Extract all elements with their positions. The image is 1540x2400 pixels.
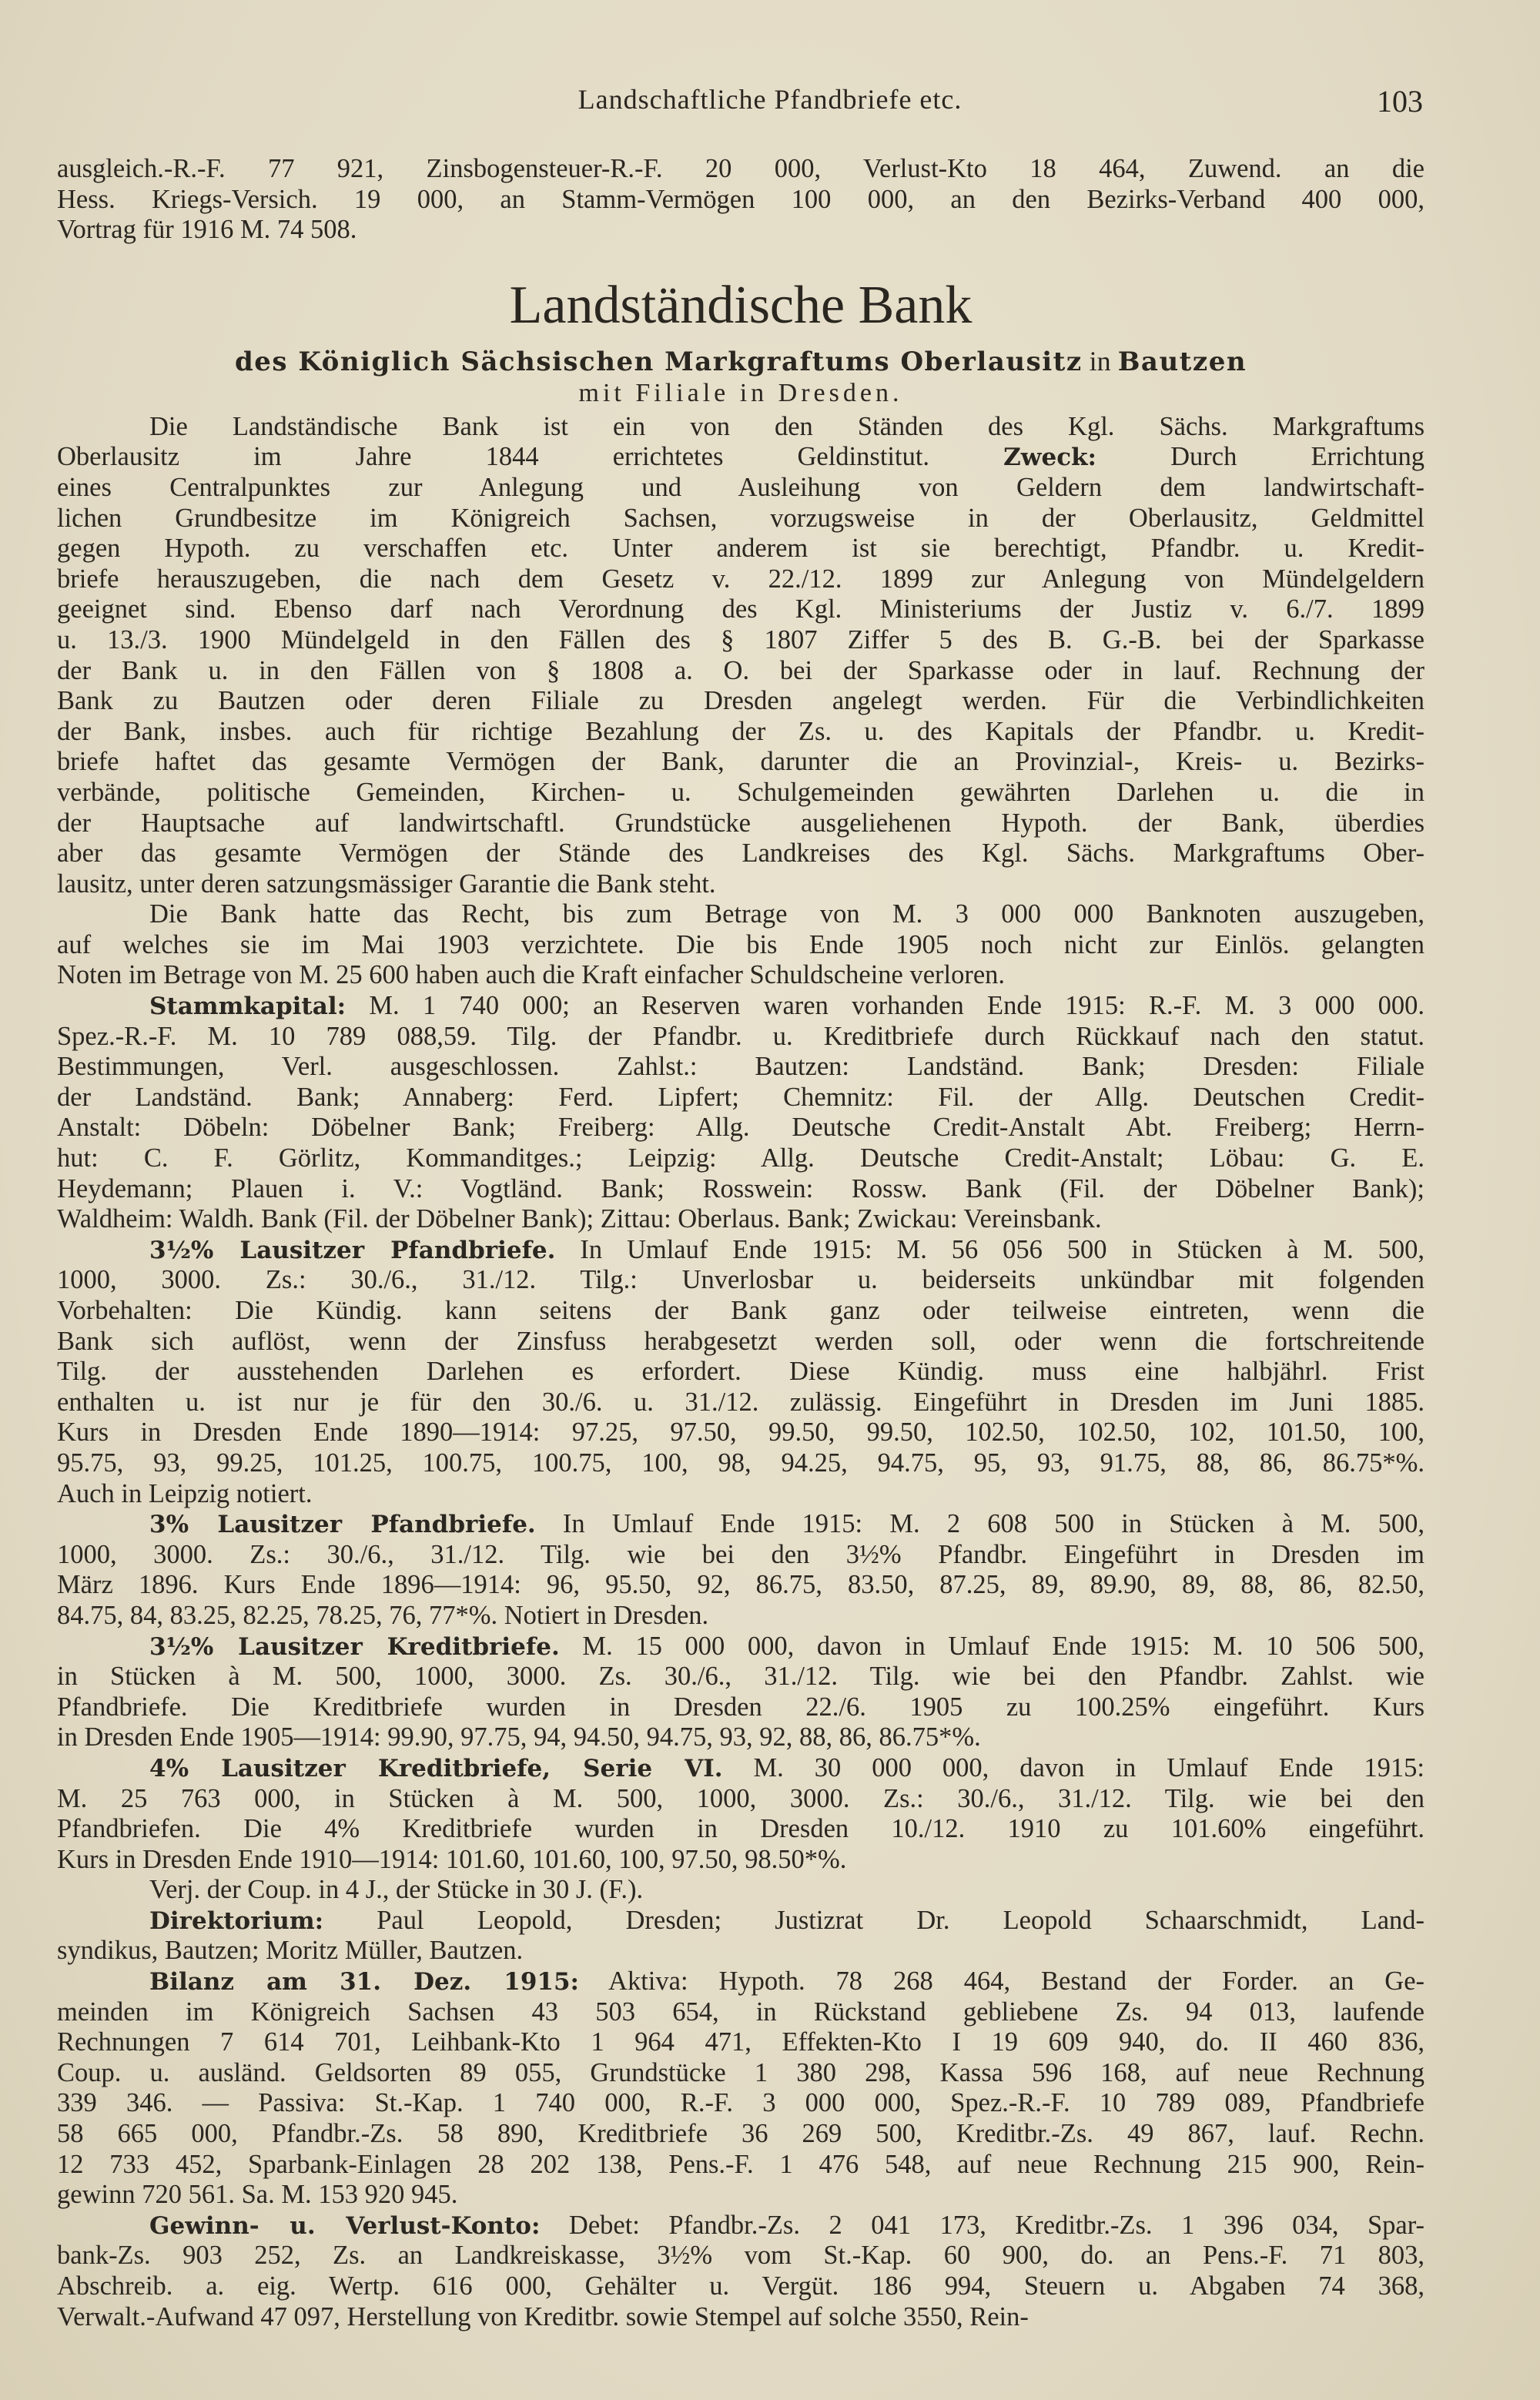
- text-line: [57, 1509, 1424, 1540]
- text-line: Bestimmungen, Verl. ausgeschlossen. Zahlst.: Bautzen: Landständ. Bank; Dresden: Filiale: [57, 1052, 1424, 1082]
- text-line: in Stücken à M. 500, 1000, 3000. Zs. 30./6., 31./12. Tilg. wie bei den Pfandbr. Zahlst. wie: [57, 1662, 1424, 1692]
- line-rest-text: Aktiva: Hypoth. 78 268 464, Bestand der Forder. an Ge-: [579, 1967, 1424, 1997]
- keyword-heading: 3½% Lausitzer Pfandbriefe.: [149, 1236, 556, 1264]
- text-line: Heydemann; Plauen i. V.: Vogtländ. Bank; Rosswein: Rossw. Bank (Fil. der Döbelner Bank);: [57, 1173, 1424, 1203]
- line-rest-text: Debet: Pfandbr.-Zs. 2 041 173, Kreditbr.-Zs. 1 396 034, Spar-: [540, 2210, 1424, 2240]
- text-line: der Bank u. in den Fällen von § 1808 a. O. bei der Sparkasse oder in lauf. Rechnung der: [57, 655, 1424, 685]
- text-line: [57, 1235, 1424, 1266]
- subtitle-bank-name: des Königlich Sächsischen Markgraftums Oberlausitz: [234, 346, 1083, 377]
- text-line: Die Bank hatte das Recht, bis zum Betrage von M. 3 000 000 Banknoten auszugeben,: [149, 899, 1424, 929]
- text-line: Vortrag für 1916 M. 74 508.: [57, 215, 357, 245]
- paragraph: [57, 1753, 1424, 1875]
- text-line: der Landständ. Bank; Annaberg: Ferd. Lipfert; Chemnitz: Fil. der Allg. Deutschen Credit-: [57, 1082, 1424, 1112]
- text-line: auf welches sie im Mai 1903 verzichtete. Die bis Ende 1905 noch nicht zur Einlös. gelangten: [57, 929, 1424, 959]
- text-line: u. 13./3. 1900 Mündelgeld in den Fällen des § 1807 Ziffer 5 des B. G.-B. bei der Sparkasse: [57, 624, 1424, 654]
- running-title: Landschaftliche Pfandbriefe etc.: [578, 84, 962, 115]
- paragraph: [57, 1235, 1424, 1509]
- text-line: Bank zu Bautzen oder deren Filiale zu Dresden angelegt werden. Für die Verbindlichkeiten: [57, 686, 1424, 716]
- text-line: meinden im Königreich Sachsen 43 503 654, in Rückstand gebliebene Zs. 94 013, laufende: [57, 1997, 1424, 2027]
- intro-text: [57, 154, 1424, 246]
- text-line: [57, 442, 1424, 473]
- line-rest-text: M. 15 000 000, davon in Umlauf Ende 1915: M. 10 506 500,: [559, 1631, 1424, 1661]
- keyword-heading: 3½% Lausitzer Kreditbriefe.: [149, 1632, 560, 1661]
- line-lead-text: Oberlausitz im Jahre 1844 errichtetes Geldinstitut.: [57, 442, 1004, 472]
- keyword-heading: Direktorium:: [149, 1906, 324, 1935]
- text-line: Auch in Leipzig notiert.: [57, 1478, 313, 1508]
- paragraph: [57, 1632, 1424, 1753]
- section-paragraphs: [57, 412, 1424, 2332]
- text-line: briefe haftet das gesamte Vermögen der Bank, darunter die an Provinzial-, Kreis- u. Bezirks-: [57, 747, 1424, 777]
- text-line: Spez.-R.-F. M. 10 789 088,59. Tilg. der Pfandbr. u. Kreditbriefe durch Rückkauf nach den statut.: [57, 1021, 1424, 1051]
- text-line: Waldheim: Waldh. Bank (Fil. der Döbelner Bank); Zittau: Oberlaus. Bank; Zwickau: Vereinsbank.: [57, 1204, 1102, 1234]
- keyword-heading: 4% Lausitzer Kreditbriefe, Serie VI.: [149, 1754, 723, 1782]
- line-rest-text: Paul Leopold, Dresden; Justizrat Dr. Leopold Schaarschmidt, Land-: [323, 1905, 1424, 1935]
- text-line: der Bank, insbes. auch für richtige Bezahlung der Zs. u. des Kapitals der Pfandbr. u. Kredit-: [57, 716, 1424, 746]
- paragraph: [57, 2211, 1424, 2332]
- text-line: Noten im Betrage von M. 25 600 haben auch die Kraft einfacher Schuldscheine verloren.: [57, 960, 1006, 990]
- text-line: Verj. der Coup. in 4 J., der Stücke in 30 J. (F.).: [149, 1875, 644, 1905]
- text-line: enthalten u. ist nur je für den 30./6. u. 31./12. zulässig. Eingeführt in Dresden im Juni 1885.: [57, 1387, 1424, 1417]
- text-line: Kurs in Dresden Ende 1910—1914: 101.60, 101.60, 100, 97.50, 98.50*%.: [57, 1844, 847, 1874]
- text-line: ausgleich.-R.-F. 77 921, Zinsbogensteuer-R.-F. 20 000, Verlust-Kto 18 464, Zuwend. an die: [57, 154, 1424, 183]
- text-line: 95.75, 93, 99.25, 101.25, 100.75, 100.75, 100, 98, 94.25, 94.75, 95, 93, 91.75, 88, 86, 86.75*%.: [57, 1448, 1424, 1478]
- text-line: Pfandbriefen. Die 4% Kreditbriefe wurden in Dresden 10./12. 1910 zu 101.60% eingeführt.: [57, 1814, 1424, 1844]
- text-line: 1000, 3000. Zs.: 30./6., 31./12. Tilg.: Unverlosbar u. beiderseits unkündbar mit folgenden: [57, 1265, 1424, 1295]
- page-number: 103: [1377, 84, 1423, 119]
- text-line: Verwalt.-Aufwand 47 097, Herstellung von Kreditbr. sowie Stempel auf solche 3550, Rein-: [57, 2301, 1029, 2331]
- text-line: M. 25 763 000, in Stücken à M. 500, 1000, 3000. Zs.: 30./6., 31./12. Tilg. wie bei den: [57, 1783, 1424, 1813]
- text-line: Hess. Kriegs-Versich. 19 000, an Stamm-Vermögen 100 000, an den Bezirks-Verband 400 000,: [57, 184, 1424, 214]
- section-title: Landständische Bank: [509, 275, 973, 335]
- text-line: hut: C. F. Görlitz, Kommanditges.; Leipzig: Allg. Deutsche Credit-Anstalt; Löbau: G. E.: [57, 1143, 1424, 1173]
- text-line: 12 733 452, Sparbank-Einlagen 28 202 138, Pens.-F. 1 476 548, auf neue Rechnung 215 900, Rein-: [57, 2149, 1424, 2179]
- text-line: in Dresden Ende 1905—1914: 99.90, 97.75, 94, 94.50, 94.75, 93, 92, 88, 86, 86.75*%.: [57, 1722, 981, 1752]
- section-branch-note: mit Filiale in Dresden.: [578, 378, 903, 407]
- line-rest-text: In Umlauf Ende 1915: M. 2 608 500 in Stücken à M. 500,: [535, 1509, 1424, 1539]
- paragraph: [57, 991, 1424, 1235]
- text-line: Die Landständische Bank ist ein von den Ständen des Kgl. Sächs. Markgraftums: [149, 411, 1424, 441]
- paragraph: [57, 899, 1424, 991]
- subtitle-connector: in: [1082, 345, 1118, 377]
- text-line: geeignet sind. Ebenso darf nach Verordnung des Kgl. Ministeriums der Justiz v. 6./7. 1899: [57, 594, 1424, 624]
- text-line: gewinn 720 561. Sa. M. 153 920 945.: [57, 2180, 458, 2210]
- text-line: verbände, politische Gemeinden, Kirchen- u. Schulgemeinden gewährten Darlehen u. die in: [57, 777, 1424, 807]
- text-line: [57, 1906, 1424, 1936]
- paragraph: [57, 412, 1424, 900]
- line-rest-text: Durch Errichtung: [1096, 442, 1424, 472]
- text-line: 84.75, 84, 83.25, 82.25, 78.25, 76, 77*%. Notiert in Dresden.: [57, 1600, 709, 1630]
- line-rest-text: M. 1 740 000; an Reserven waren vorhanden Ende 1915: R.-F. M. 3 000 000.: [346, 991, 1424, 1021]
- text-line: Vorbehalten: Die Kündig. kann seitens der Bank ganz oder teilweise eintreten, wenn die: [57, 1296, 1424, 1325]
- text-line: Pfandbriefe. Die Kreditbriefe wurden in Dresden 22./6. 1905 zu 100.25% eingeführt. Kurs: [57, 1692, 1424, 1722]
- keyword-heading: Zweck:: [1003, 444, 1096, 472]
- paragraph: [57, 1875, 1424, 1906]
- text-line: Bank sich auflöst, wenn der Zinsfuss herabgesetzt werden soll, oder wenn die fortschreitende: [57, 1326, 1424, 1356]
- keyword-heading: Bilanz am 31. Dez. 1915:: [149, 1968, 579, 1997]
- keyword-heading: 3% Lausitzer Pfandbriefe.: [149, 1511, 536, 1539]
- text-line: Abschreib. a. eig. Wertp. 616 000, Gehälter u. Vergüt. 186 994, Steuern u. Abgaben 74 368,: [57, 2271, 1424, 2301]
- text-line: lichen Grundbesitze im Königreich Sachsen, vorzugsweise in der Oberlausitz, Geldmittel: [57, 503, 1424, 533]
- page-body: [57, 154, 1424, 2332]
- text-line: März 1896. Kurs Ende 1896—1914: 96, 95.50, 92, 86.75, 83.50, 87.25, 89, 89.90, 89, 88, 86, 82.50,: [57, 1570, 1424, 1600]
- subtitle-city: Bautzen: [1117, 346, 1247, 377]
- text-line: Coup. u. ausländ. Geldsorten 89 055, Grundstücke 1 380 298, Kassa 596 168, auf neue Rechnung: [57, 2057, 1424, 2087]
- text-line: Tilg. der ausstehenden Darlehen es erfordert. Diese Kündig. muss eine halbjährl. Frist: [57, 1357, 1424, 1387]
- section-subtitle: [57, 344, 1424, 378]
- page-header: [0, 83, 1540, 129]
- text-line: syndikus, Bautzen; Moritz Müller, Bautzen.: [57, 1936, 524, 1966]
- line-rest-text: In Umlauf Ende 1915: M. 56 056 500 in Stücken à M. 500,: [555, 1234, 1424, 1264]
- keyword-heading: Gewinn- u. Verlust-Konto:: [149, 2211, 541, 2240]
- text-line: [57, 1753, 1424, 1784]
- paragraph: [57, 1967, 1424, 2211]
- text-line: [57, 1967, 1424, 1997]
- text-line: bank-Zs. 903 252, Zs. an Landkreiskasse, 3½% vom St.-Kap. 60 900, do. an Pens.-F. 71 803,: [57, 2241, 1424, 2271]
- text-line: lausitz, unter deren satzungsmässiger Garantie die Bank steht.: [57, 869, 716, 899]
- text-line: aber das gesamte Vermögen der Stände des Landkreises des Kgl. Sächs. Markgraftums Ober-: [57, 838, 1424, 869]
- keyword-heading: Stammkapital:: [149, 992, 346, 1021]
- text-line: der Hauptsache auf landwirtschaftl. Grundstücke ausgeliehenen Hypoth. der Bank, überdies: [57, 808, 1424, 838]
- text-line: 1000, 3000. Zs.: 30./6., 31./12. Tilg. wie bei den 3½% Pfandbr. Eingeführt in Dresden im: [57, 1539, 1424, 1569]
- paragraph: [57, 1906, 1424, 1967]
- line-rest-text: M. 30 000 000, davon in Umlauf Ende 1915:: [722, 1752, 1424, 1782]
- text-line: briefe herauszugeben, die nach dem Gesetz v. 22./12. 1899 zur Anlegung von Mündelgeldern: [57, 564, 1424, 594]
- text-line: Rechnungen 7 614 701, Leihbank-Kto 1 964 471, Effekten-Kto I 19 609 940, do. II 460 836,: [57, 2027, 1424, 2057]
- text-line: Anstalt: Döbeln: Döbelner Bank; Freiberg: Allg. Deutsche Credit-Anstalt Abt. Freiberg; Herrn-: [57, 1113, 1424, 1143]
- text-line: [57, 991, 1424, 1022]
- paragraph: [57, 1509, 1424, 1631]
- text-line: eines Centralpunktes zur Anlegung und Ausleihung von Geldern dem landwirtschaft-: [57, 472, 1424, 502]
- text-line: 58 665 000, Pfandbr.-Zs. 58 890, Kreditbriefe 36 269 500, Kreditbr.-Zs. 49 867, lauf. Rechn.: [57, 2119, 1424, 2149]
- text-line: Kurs in Dresden Ende 1890—1914: 97.25, 97.50, 99.50, 99.50, 102.50, 102.50, 102, 101.50, 100,: [57, 1418, 1424, 1448]
- text-line: 339 346. — Passiva: St.-Kap. 1 740 000, R.-F. 3 000 000, Spez.-R.-F. 10 789 089, Pfandbriefe: [57, 2088, 1424, 2118]
- text-line: [57, 1632, 1424, 1662]
- text-line: gegen Hypoth. zu verschaffen etc. Unter anderem ist sie berechtigt, Pfandbr. u. Kredit-: [57, 534, 1424, 564]
- text-line: [57, 2211, 1424, 2241]
